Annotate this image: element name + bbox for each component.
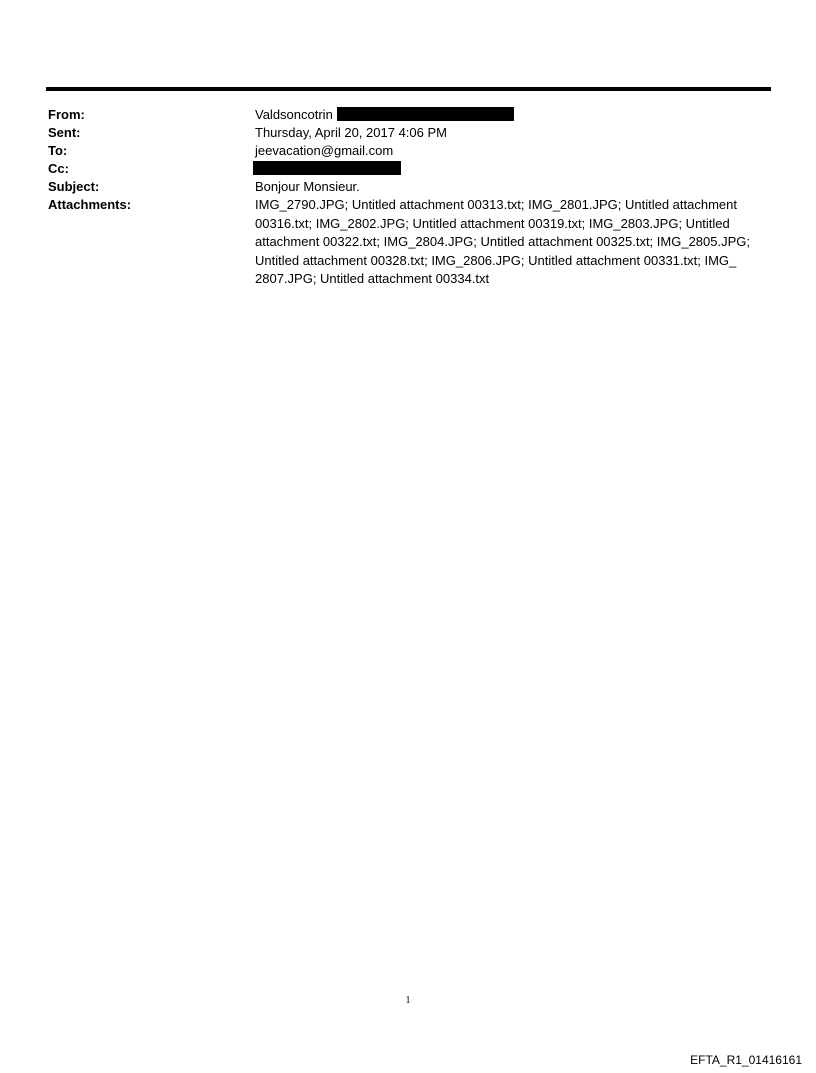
to-row (48, 142, 768, 160)
subject-label: Subject: (48, 179, 100, 194)
to-value: jeevacation@gmail.com (255, 143, 394, 158)
from-value-container (255, 106, 768, 124)
cc-row (48, 160, 768, 178)
from-value: Valdsoncotrin (255, 107, 333, 122)
header-divider (46, 87, 771, 91)
sent-row (48, 124, 768, 142)
attachments-label: Attachments: (48, 197, 132, 212)
to-label: To: (48, 143, 68, 158)
redaction-box-cc (253, 161, 401, 175)
from-label: From: (48, 107, 85, 122)
sent-value: Thursday, April 20, 2017 4:06 PM (255, 125, 447, 140)
attachments-value: IMG_2790.JPG; Untitled attachment 00313.txt; IMG_2801.JPG; Untitled attachment 00316.txt; IMG_2802.JPG; Untitled attachment 00319.txt; IMG_2803.JPG; Untitled attachment 00322.txt; IMG_2804.JPG; Untitled attachment 00325.txt; IMG_2805.JPG; Untitled attachment 00328.txt; IMG_2806.JPG; Untitled attachment 00331.txt; IMG_ 2807.JPG; Untitled attachment 00334.txt (255, 197, 750, 286)
from-row (48, 106, 768, 124)
redaction-box-from (337, 107, 514, 121)
cc-label: Cc: (48, 161, 69, 176)
bates-number: EFTA_R1_01416161 (690, 1053, 802, 1067)
subject-row (48, 178, 768, 196)
page-number: 1 (405, 995, 411, 1006)
email-header (48, 106, 768, 289)
subject-value: Bonjour Monsieur. (255, 179, 360, 194)
attachments-row (48, 196, 768, 289)
cc-value-container (255, 160, 768, 178)
sent-label: Sent: (48, 125, 81, 140)
